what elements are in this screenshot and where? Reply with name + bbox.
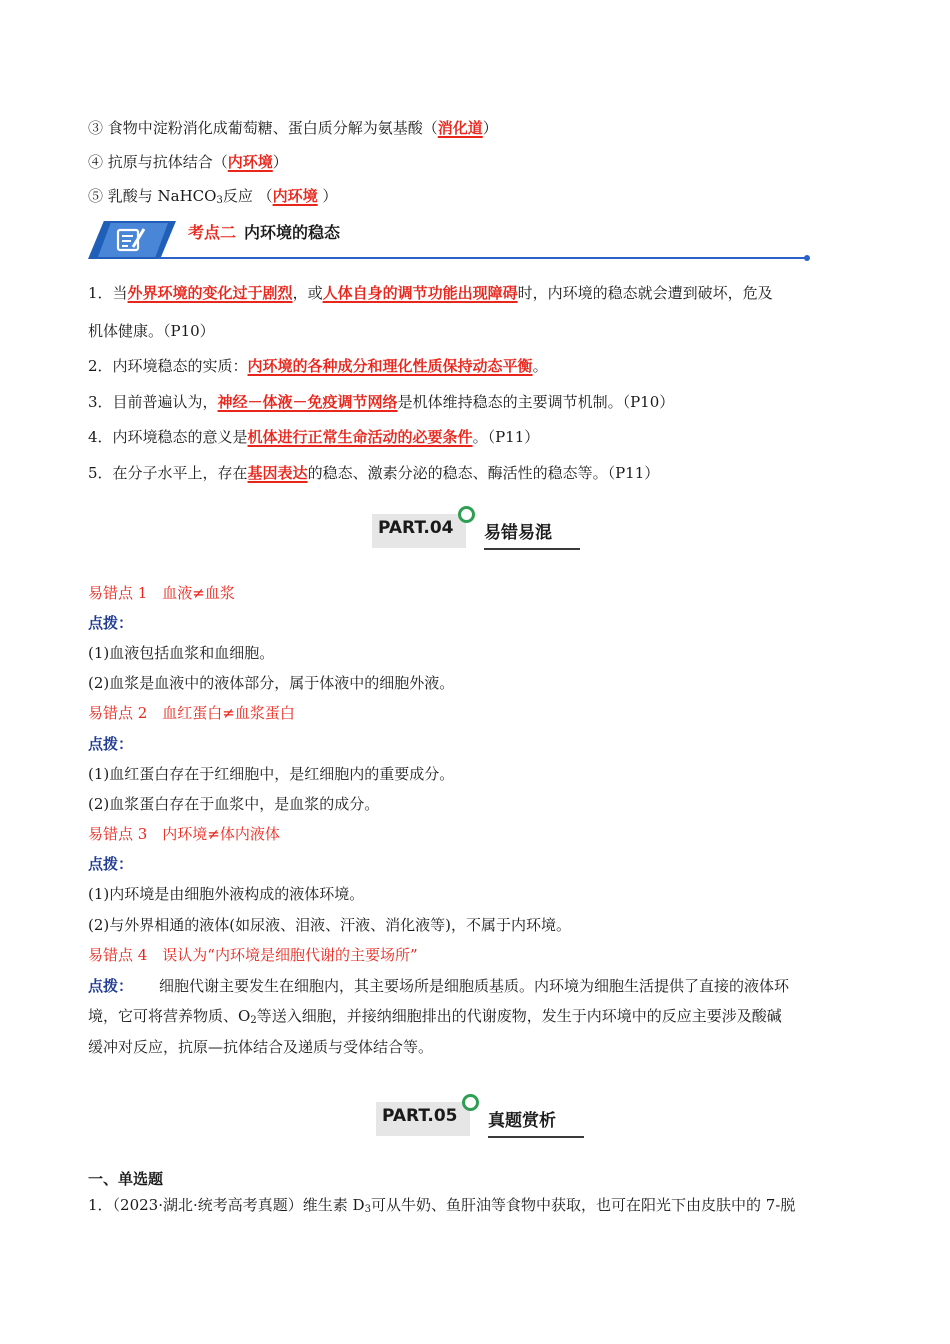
section-rule-end: [804, 255, 810, 261]
question-heading: 一、单选题: [88, 1170, 164, 1188]
section-title: 考点二 内环境的稳态: [188, 223, 341, 242]
part-title: 易错易混: [484, 523, 552, 543]
error-title: 易错点 3 内环境≠体内液体: [88, 825, 280, 843]
answer-text: 内环境: [227, 153, 273, 171]
part-title: 真题赏析: [488, 1111, 556, 1131]
ring-icon: [462, 1094, 479, 1111]
part-label: PART.04: [378, 518, 454, 538]
error-title: 易错点 1 血液≠血浆: [88, 584, 235, 602]
question-1: 1．（2023·湖北·统考高考真题）维生素 $D_3$可从牛奶、鱼肝油等食物中获取，也可在阳光下由皮肤中的 7-脱: [88, 1196, 796, 1215]
error-title: 易错点 2 血红蛋白≠血浆蛋白: [88, 704, 295, 722]
section-header: [88, 217, 810, 265]
hint-label: 点拨：: [88, 855, 134, 873]
answer-text: 消化道: [437, 119, 483, 137]
point-2: 2．内环境稳态的实质：内环境的各种成分和理化性质保持动态平衡。: [88, 357, 548, 375]
hint-label: 点拨：: [88, 735, 134, 753]
point-4: 4．内环境稳态的意义是机体进行正常生命活动的必要条件。（P11）: [88, 428, 540, 446]
notebook-pencil-icon: [114, 227, 150, 253]
item-4: ④ 抗原与抗体结合（内环境）: [88, 153, 288, 171]
ring-icon: [458, 506, 475, 523]
item-5: ⑤ 乳酸与 NaHCO$_3$反应 （内环境 ）: [88, 187, 338, 206]
point-1-cont: 机体健康。（P10）: [88, 322, 215, 340]
hint-label: 点拨：: [88, 614, 134, 632]
error-title: 易错点 4 误认为“内环境是细胞代谢的主要场所”: [88, 946, 418, 964]
point-5: 5．在分子水平上，存在基因表达的稳态、激素分泌的稳态、酶活性的稳态等。（P11）: [88, 464, 660, 482]
part-04-banner: [372, 510, 582, 550]
hint-label: 点拨：: [88, 977, 134, 995]
part-05-banner: [376, 1098, 586, 1138]
section-rule: [158, 257, 808, 259]
hint-paragraph: 点拨： 细胞代谢主要发生在细胞内，其主要场所是细胞质基质。内环境为细胞生活提供了直接的液体环: [88, 977, 790, 995]
part-label: PART.05: [382, 1106, 458, 1126]
point-1: 1．当外界环境的变化过于剧烈，或人体自身的调节功能出现障碍时，内环境的稳态就会遭到破坏，危及: [88, 284, 773, 302]
answer-text: 内环境: [272, 187, 318, 205]
item-3: ③ 食物中淀粉消化成葡萄糖、蛋白质分解为氨基酸（消化道）: [88, 119, 498, 137]
point-3: 3．目前普遍认为，神经－体液－免疫调节网络是机体维持稳态的主要调节机制。（P10）: [88, 393, 675, 411]
